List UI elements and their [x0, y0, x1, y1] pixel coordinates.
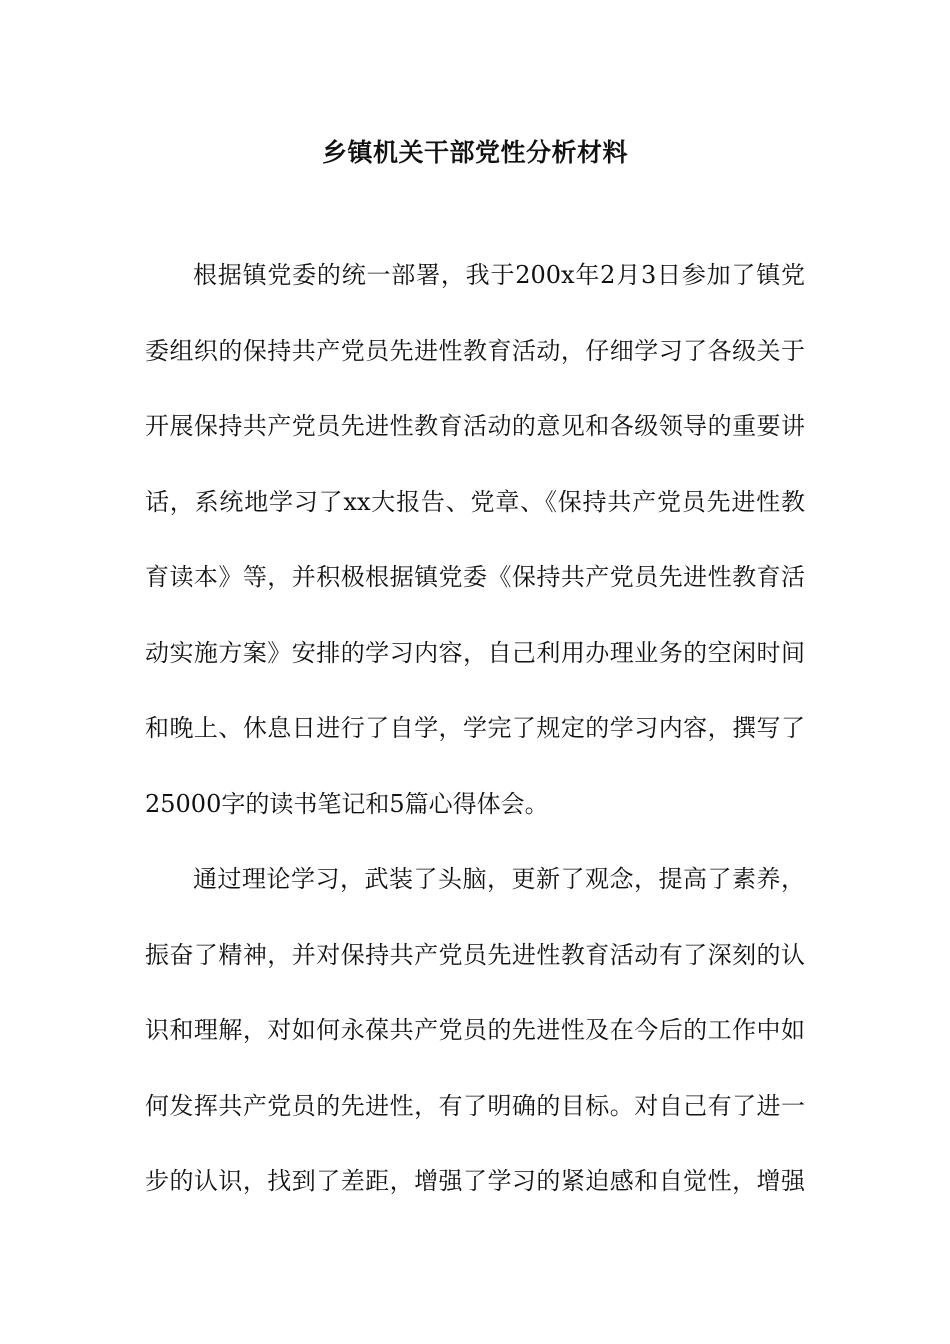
- paragraph-1-line-6: 动实施方案》安排的学习内容，自己利用办理业务的空闲时间: [145, 639, 805, 667]
- paragraph-1-line-3: 开展保持共产党员先进性教育活动的意见和各级领导的重要讲: [145, 412, 805, 440]
- paragraph-1-line-2: 委组织的保持共产党员先进性教育活动，仔细学习了各级关于: [145, 337, 805, 365]
- document-title: 乡镇机关干部党性分析材料: [321, 138, 628, 167]
- paragraph-2-line-4: 何发挥共产党员的先进性，有了明确的目标。对自己有了进一: [145, 1092, 805, 1120]
- paragraph-1-line-5: 育读本》等，并积极根据镇党委《保持共产党员先进性教育活: [145, 563, 805, 591]
- paragraph-2-line-3: 识和理解，对如何永葆共产党员的先进性及在今后的工作中如: [145, 1016, 805, 1044]
- paragraph-2-line-1: 通过理论学习，武装了头脑，更新了观念，提高了素养，: [193, 865, 805, 893]
- paragraph-1-line-4: 话，系统地学习了xx大报告、党章、《保持共产党员先进性教: [145, 488, 805, 516]
- paragraph-2-line-2: 振奋了精神，并对保持共产党员先进性教育活动有了深刻的认: [145, 941, 805, 969]
- paragraph-1-line-1: 根据镇党委的统一部署，我于200x年2月3日参加了镇党: [193, 261, 805, 289]
- paragraph-1-line-7: 和晚上、休息日进行了自学，学完了规定的学习内容，撰写了: [145, 714, 805, 742]
- paragraph-1-line-8: 25000字的读书笔记和5篇心得体会。: [145, 790, 549, 818]
- paragraph-2-line-5: 步的认识，找到了差距，增强了学习的紧迫感和自觉性，增强: [145, 1167, 805, 1195]
